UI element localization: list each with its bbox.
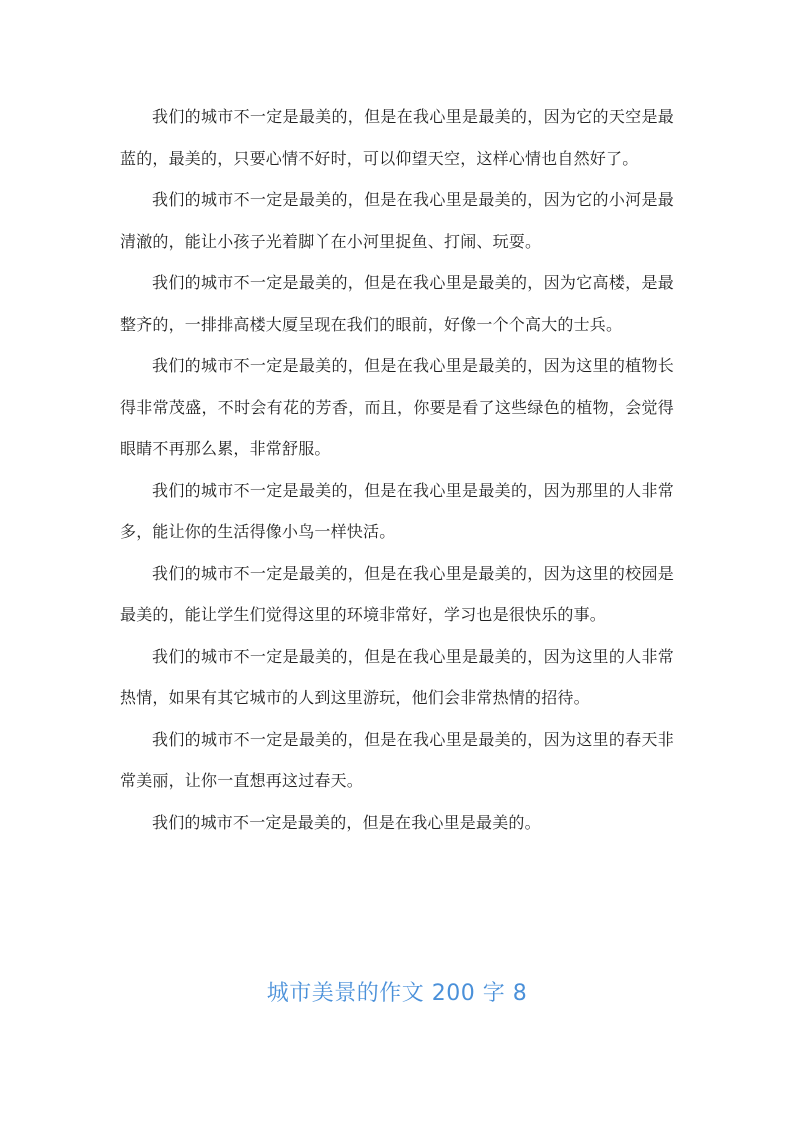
paragraph: 我们的城市不一定是最美的，但是在我心里是最美的，因为这里的春天非常美丽，让你一直想再这过春天。 <box>120 729 674 790</box>
paragraph: 我们的城市不一定是最美的，但是在我心里是最美的，因为这里的人非常热情，如果有其它城市的人到这里游玩，他们会非常热情的招待。 <box>120 646 674 707</box>
paragraph: 我们的城市不一定是最美的，但是在我心里是最美的。 <box>152 812 541 832</box>
paragraph: 我们的城市不一定是最美的，但是在我心里是最美的，因为它高楼，是最整齐的，一排排高楼大厦呈现在我们的眼前，好像一个个高大的士兵。 <box>120 273 674 334</box>
paragraph: 我们的城市不一定是最美的，但是在我心里是最美的，因为那里的人非常多，能让你的生活得像小鸟一样快活。 <box>120 480 674 541</box>
paragraph: 我们的城市不一定是最美的，但是在我心里是最美的，因为这里的校园是最美的，能让学生们觉得这里的环境非常好，学习也是很快乐的事。 <box>120 563 674 624</box>
section-heading: 城市美景的作文 200 字 8 <box>266 981 528 1006</box>
paragraph: 我们的城市不一定是最美的，但是在我心里是最美的，因为这里的植物长得非常茂盛，不时会有花的芳香，而且，你要是看了这些绿色的植物，会觉得眼睛不再那么累，非常舒服。 <box>120 356 674 458</box>
document-body <box>120 96 674 843</box>
paragraph: 我们的城市不一定是最美的，但是在我心里是最美的，因为它的小河是最清澈的，能让小孩子光着脚丫在小河里捉鱼、打闹、玩耍。 <box>120 190 674 251</box>
paragraph: 我们的城市不一定是最美的，但是在我心里是最美的，因为它的天空是最蓝的，最美的，只要心情不好时，可以仰望天空，这样心情也自然好了。 <box>120 107 674 168</box>
